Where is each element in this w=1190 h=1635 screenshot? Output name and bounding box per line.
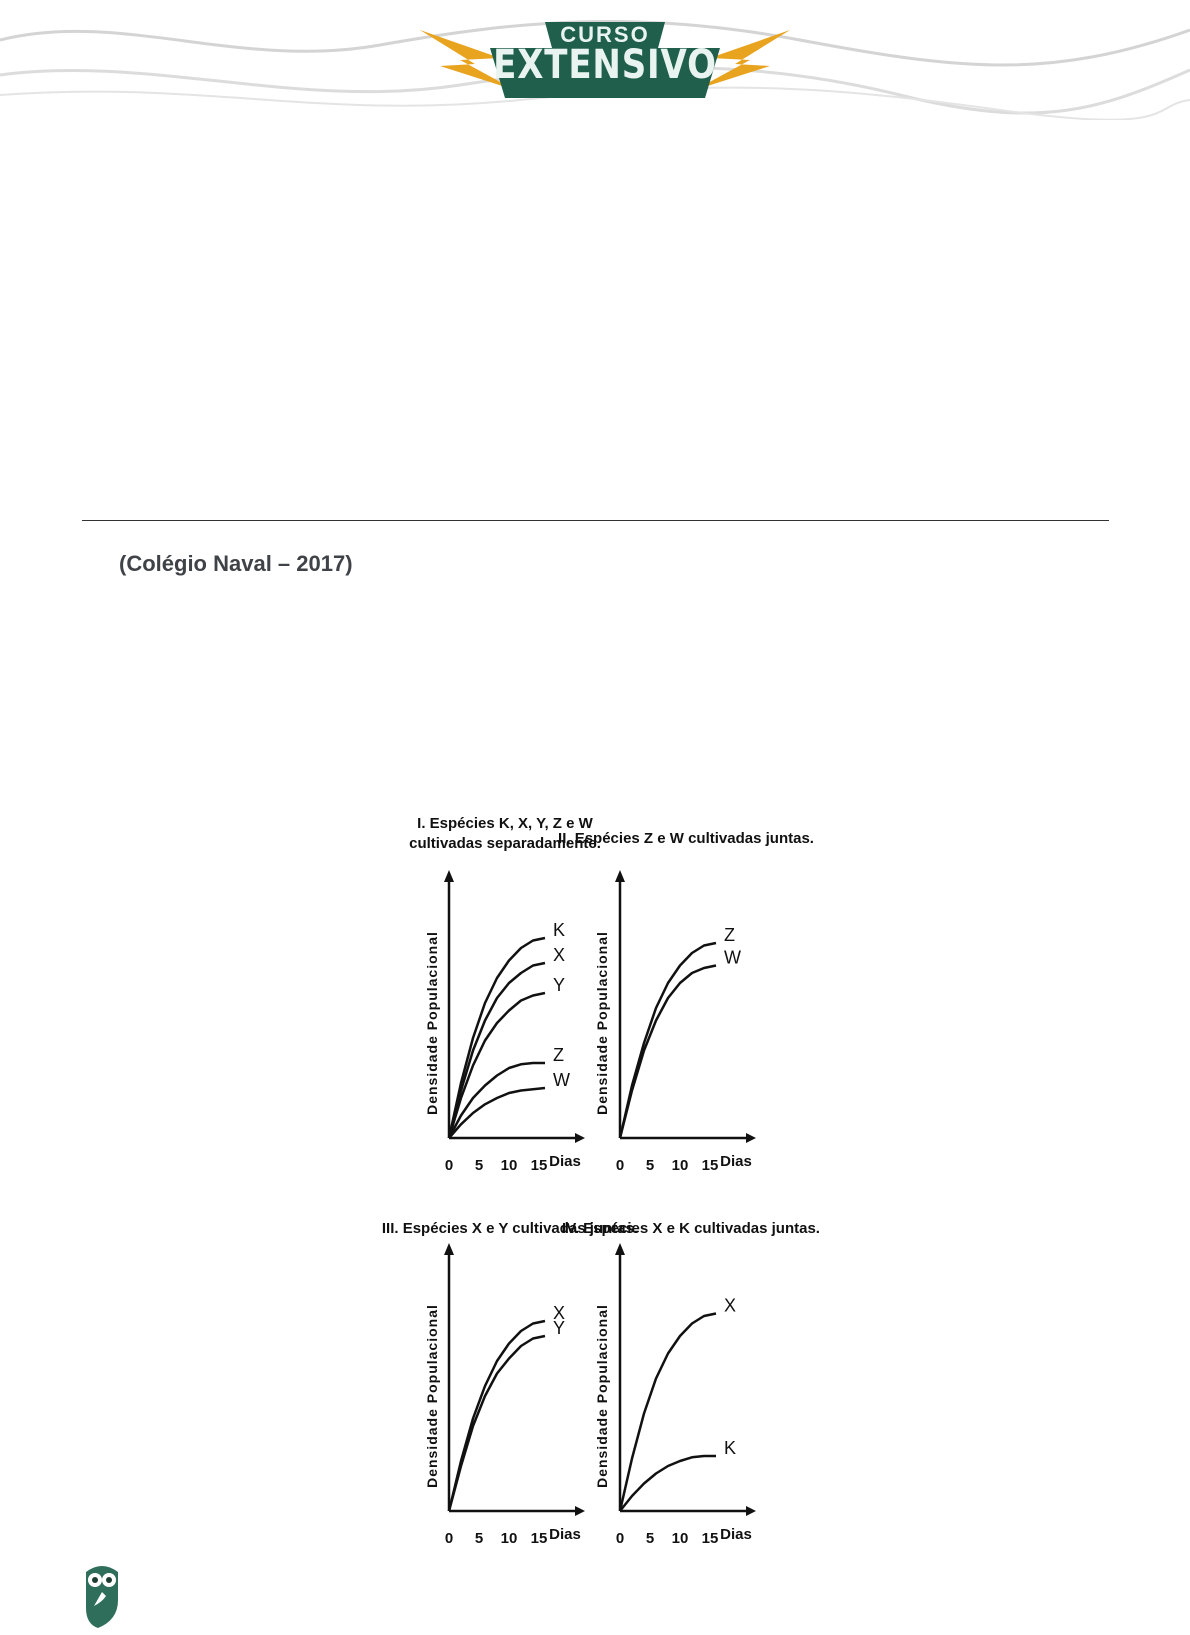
chart-title: IV. Espécies X e K cultivadas juntas. <box>562 1220 820 1237</box>
x-tick-label: 15 <box>701 1157 719 1174</box>
series-label-x: X <box>724 1295 737 1316</box>
series-line-x <box>620 1314 716 1512</box>
y-axis-label: Densidade Populacional <box>594 1304 610 1488</box>
chart-panel-4 <box>562 1220 820 1547</box>
x-tick-label: 5 <box>474 1157 484 1174</box>
section-divider <box>82 520 1109 521</box>
x-tick-label: 0 <box>444 1157 454 1174</box>
y-axis-arrow <box>615 1243 625 1255</box>
x-tick-label: 10 <box>671 1157 689 1174</box>
series-label-k: K <box>553 920 566 940</box>
y-axis-label: Densidade Populacional <box>424 1304 440 1488</box>
x-tick-label: 0 <box>615 1157 625 1174</box>
series-line-k <box>620 1456 716 1511</box>
x-tick-label: 10 <box>500 1157 518 1174</box>
series-line-y <box>449 1336 545 1511</box>
series-line-z <box>620 943 716 1138</box>
x-axis-arrow <box>746 1133 756 1143</box>
x-tick-label: 5 <box>645 1530 655 1547</box>
x-axis-label: Dias <box>720 1153 752 1170</box>
series-line-z <box>449 1063 545 1138</box>
chart-title: II. Espécies Z e W cultivadas juntas. <box>558 830 814 847</box>
series-label-z: Z <box>553 1045 564 1065</box>
series-label-y: Y <box>553 1318 566 1338</box>
series-label-z: Z <box>724 925 735 945</box>
y-axis-arrow <box>615 870 625 882</box>
y-axis-label: Densidade Populacional <box>594 931 610 1115</box>
chart-title: I. Espécies K, X, Y, Z e W <box>417 815 593 832</box>
x-tick-label: 10 <box>671 1530 689 1547</box>
owl-icon <box>82 1562 122 1630</box>
x-tick-label: 10 <box>500 1530 518 1547</box>
series-label-k: K <box>724 1438 737 1458</box>
x-axis-label: Dias <box>720 1526 752 1543</box>
x-tick-label: 15 <box>530 1157 548 1174</box>
series-line-w <box>449 1088 545 1138</box>
series-line-x <box>449 1321 545 1511</box>
series-label-w: W <box>724 947 741 968</box>
chart-panel-1 <box>409 815 601 1174</box>
series-label-w: W <box>553 1070 570 1090</box>
x-tick-label: 15 <box>701 1530 719 1547</box>
x-axis-label: Dias <box>549 1526 581 1543</box>
series-line-w <box>620 966 716 1139</box>
x-tick-label: 0 <box>615 1530 625 1547</box>
x-tick-label: 15 <box>530 1530 548 1547</box>
chart-title: cultivadas separadamente. <box>409 835 601 852</box>
chart-panel-3 <box>382 1220 638 1547</box>
series-line-k <box>449 938 545 1138</box>
x-tick-label: 5 <box>645 1157 655 1174</box>
chart-panel-2 <box>558 830 814 1174</box>
logo-line-1: CURSO <box>560 22 650 47</box>
series-line-y <box>449 993 545 1138</box>
x-axis-label: Dias <box>549 1153 581 1170</box>
x-axis-arrow <box>575 1133 585 1143</box>
series-label-x: X <box>553 945 566 965</box>
x-tick-label: 5 <box>474 1530 484 1547</box>
y-axis-arrow <box>444 1243 454 1255</box>
series-label-y: Y <box>553 975 566 995</box>
y-axis-arrow <box>444 870 454 882</box>
chart-title: III. Espécies X e Y cultivadas juntas. <box>381 1220 639 1237</box>
series-line-x <box>449 963 545 1138</box>
course-logo <box>420 18 790 98</box>
x-tick-label: 0 <box>444 1530 454 1547</box>
series-label-x: X <box>553 1303 566 1323</box>
x-axis-arrow <box>746 1506 756 1516</box>
question-source: (Colégio Naval – 2017) <box>119 551 353 576</box>
logo-line-2: EXTENSIVO <box>493 42 717 88</box>
x-axis-arrow <box>575 1506 585 1516</box>
y-axis-label: Densidade Populacional <box>424 931 440 1115</box>
